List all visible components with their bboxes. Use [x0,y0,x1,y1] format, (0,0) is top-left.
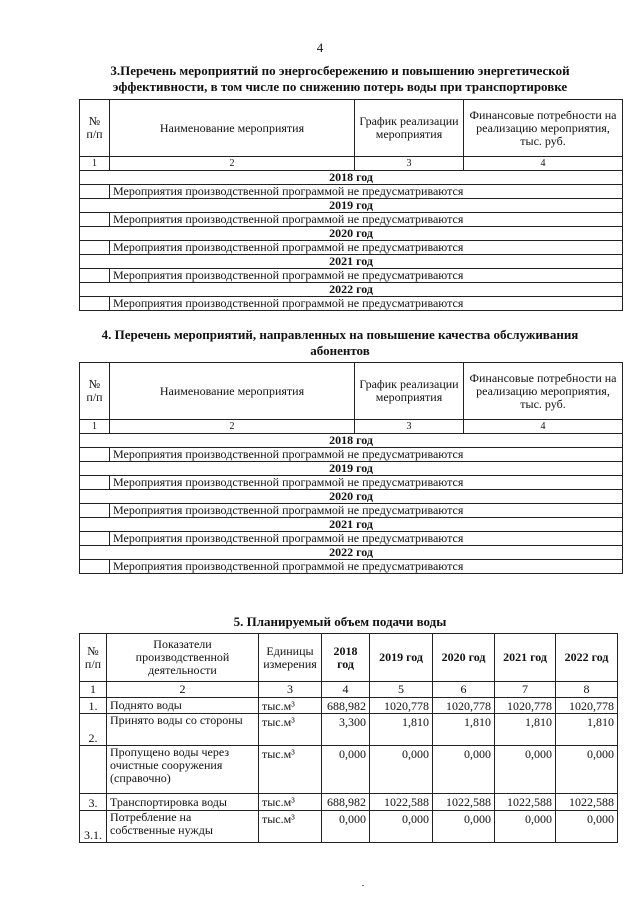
header-year-2021: 2021 год [495,634,556,682]
year-row [80,283,623,297]
year-label: 2018 год [80,171,623,185]
row-index [80,746,107,794]
year-row [80,227,623,241]
row-index: 3.1. [80,811,107,843]
value-2018: 0,000 [322,746,370,794]
section4-table [79,362,623,574]
measure-text: Мероприятия производственной программой не предусматриваются [110,269,623,283]
measure-row [80,241,623,255]
col-num: 1 [80,157,110,171]
table-header-row [80,363,623,420]
year-label: 2019 год [80,199,623,213]
year-row [80,490,623,504]
col-num: 2 [110,420,355,434]
year-row [80,434,623,448]
header-schedule: График реализации мероприятия [355,100,464,157]
row-unit: тыс.м³ [259,794,322,811]
measure-text: Мероприятия производственной программой не предусматриваются [110,560,623,574]
value-2018: 688,982 [322,698,370,714]
value-2021: 1022,588 [495,794,556,811]
empty-cell [80,213,110,227]
measure-row [80,269,623,283]
col-num: 2 [110,157,355,171]
value-2019: 1,810 [370,714,433,746]
header-year-2018: 2018 год [322,634,370,682]
table-row [80,698,618,714]
year-row [80,462,623,476]
measure-text: Мероприятия производственной программой не предусматриваются [110,532,623,546]
col-num: 4 [464,157,623,171]
header-number: № п/п [80,634,107,682]
value-2018: 688,982 [322,794,370,811]
value-2020: 0,000 [433,746,495,794]
value-2020: 0,000 [433,811,495,843]
header-schedule: График реализации мероприятия [355,363,464,420]
year-row [80,546,623,560]
measure-text: Мероприятия производственной программой не предусматриваются [110,476,623,490]
year-label: 2022 год [80,546,623,560]
section5-table [79,633,618,843]
measure-text: Мероприятия производственной программой не предусматриваются [110,241,623,255]
row-indicator: Пропущено воды через очистные сооружения (справочно) [107,746,259,794]
measure-text: Мероприятия производственной программой не предусматриваются [110,185,623,199]
empty-cell [80,476,110,490]
section4-title: 4. Перечень мероприятий, направленных на повышение качества обслуживания абонентов [101,327,579,358]
header-year-2020: 2020 год [433,634,495,682]
table-row [80,794,618,811]
measure-text: Мероприятия производственной программой не предусматриваются [110,213,623,227]
column-numbers-row [80,682,618,698]
value-2019: 0,000 [370,746,433,794]
empty-cell [80,185,110,199]
col-num: 4 [464,420,623,434]
col-num: 1 [80,420,110,434]
section3-title: 3.Перечень мероприятий по энергосбережению и повышению энергетической эффективности, в том числе по снижению потерь воды при транспортировке [110,63,570,94]
year-label: 2021 год [80,518,623,532]
col-num: 3 [355,420,464,434]
empty-cell [80,269,110,283]
table-header-row [80,634,618,682]
empty-cell [80,297,110,311]
header-finance: Финансовые потребности на реализацию мероприятия, тыс. руб. [464,100,623,157]
value-2019: 1020,778 [370,698,433,714]
year-label: 2018 год [80,434,623,448]
header-number: № п/п [80,363,110,420]
measure-row [80,448,623,462]
value-2020: 1,810 [433,714,495,746]
col-num: 1 [80,682,107,698]
row-unit: тыс.м³ [259,811,322,843]
header-number: № п/п [80,100,110,157]
measure-row [80,185,623,199]
header-name: Наименование мероприятия [110,363,355,420]
measure-row [80,532,623,546]
year-row [80,255,623,269]
year-label: 2020 год [80,227,623,241]
year-row [80,171,623,185]
measure-row [80,476,623,490]
table-row [80,746,618,794]
col-num: 5 [370,682,433,698]
column-numbers-row [80,420,623,434]
value-2020: 1022,588 [433,794,495,811]
scan-artifact [362,885,364,886]
empty-cell [80,448,110,462]
measure-row [80,297,623,311]
col-num: 6 [433,682,495,698]
header-finance: Финансовые потребности на реализацию мероприятия, тыс. руб. [464,363,623,420]
header-indicator: Показатели производственной деятельности [107,634,259,682]
col-num: 3 [259,682,322,698]
row-index: 2. [80,714,107,746]
value-2022: 1022,588 [556,794,618,811]
table-row [80,714,618,746]
table-row [80,811,618,843]
col-num: 3 [355,157,464,171]
measure-text: Мероприятия производственной программой не предусматриваются [110,504,623,518]
value-2021: 1020,778 [495,698,556,714]
row-indicator: Принято воды со стороны [107,714,259,746]
year-label: 2022 год [80,283,623,297]
header-name: Наименование мероприятия [110,100,355,157]
year-label: 2020 год [80,490,623,504]
page-number: 4 [316,40,324,55]
col-num: 7 [495,682,556,698]
section3-table [79,99,623,311]
row-unit: тыс.м³ [259,746,322,794]
value-2022: 0,000 [556,746,618,794]
col-num: 4 [322,682,370,698]
year-row [80,199,623,213]
value-2021: 1,810 [495,714,556,746]
measure-row [80,213,623,227]
value-2019: 0,000 [370,811,433,843]
row-indicator: Поднято воды [107,698,259,714]
measure-row [80,560,623,574]
measure-row [80,504,623,518]
year-label: 2021 год [80,255,623,269]
value-2019: 1022,588 [370,794,433,811]
empty-cell [80,532,110,546]
row-unit: тыс.м³ [259,714,322,746]
empty-cell [80,504,110,518]
col-num: 8 [556,682,618,698]
row-indicator: Транспортировка воды [107,794,259,811]
header-unit: Единицы измерения [259,634,322,682]
col-num: 2 [107,682,259,698]
measure-text: Мероприятия производственной программой не предусматриваются [110,297,623,311]
value-2020: 1020,778 [433,698,495,714]
section5-title: 5. Планируемый объем подачи воды [233,614,447,629]
row-indicator: Потребление на собственные нужды [107,811,259,843]
empty-cell [80,241,110,255]
value-2018: 0,000 [322,811,370,843]
value-2021: 0,000 [495,811,556,843]
value-2018: 3,300 [322,714,370,746]
value-2022: 1,810 [556,714,618,746]
value-2022: 1020,778 [556,698,618,714]
value-2021: 0,000 [495,746,556,794]
column-numbers-row [80,157,623,171]
value-2022: 0,000 [556,811,618,843]
year-row [80,518,623,532]
empty-cell [80,560,110,574]
measure-text: Мероприятия производственной программой не предусматриваются [110,448,623,462]
row-index: 3. [80,794,107,811]
header-year-2022: 2022 год [556,634,618,682]
year-label: 2019 год [80,462,623,476]
table-header-row [80,100,623,157]
row-unit: тыс.м³ [259,698,322,714]
header-year-2019: 2019 год [370,634,433,682]
row-index: 1. [80,698,107,714]
